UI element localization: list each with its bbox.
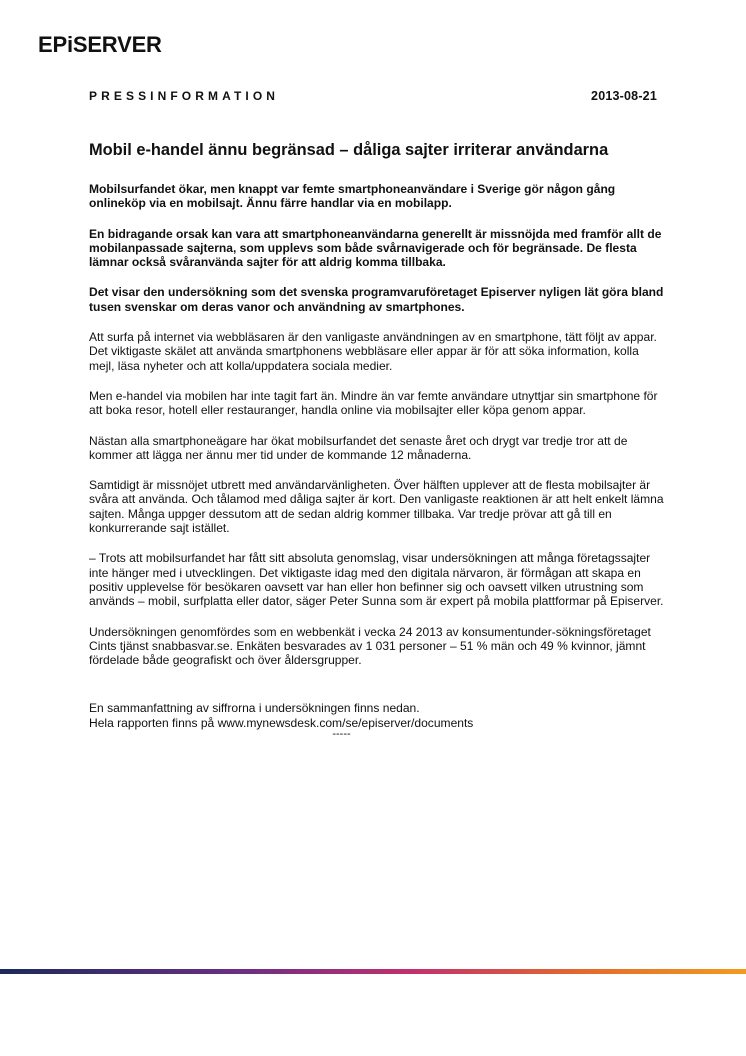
lead-paragraph: Det visar den undersökning som det svenska programvaruföretaget Episerver nyligen lät göra bland tusen svenskar om deras vanor och användning av smartphones. xyxy=(89,285,664,314)
document-header xyxy=(89,89,657,103)
body-paragraph: Undersökningen genomfördes som en webbenkät i vecka 24 2013 av konsumentunder-sökningsföretaget Cints tjänst snabbasvar.se. Enkäten besvarades av 1 031 personer – 51 % män och 49 % kvinnor, jämnt fördelade både geografiskt och över åldersgrupper. xyxy=(89,624,651,668)
closing-notes xyxy=(89,701,664,741)
article-title: Mobil e-handel ännu begränsad – dåliga sajter irriterar användarna xyxy=(89,141,609,159)
body-paragraph: Att surfa på internet via webbläsaren är den vanligaste användningen av en smartphone, tätt följt av appar. Det viktigaste skälet att använda smartphonens webbläsare eller appar är för att söka information, kolla mejl, läsa nyheter och att kolla/uppdatera sociala medier. xyxy=(89,330,657,373)
brand-gradient-bar xyxy=(0,969,746,974)
summary-line: En sammanfattning av siffrorna i undersökningen finns nedan. xyxy=(89,701,420,716)
lead-paragraph: En bidragande orsak kan vara att smartphoneanvändarna generellt är missnöjda med framför allt de mobilanpassade sajterna, som upplevs som både svårnavigerade och för begränsade. De flesta lämnar också svåranvända sajter för att aldrig komma tillbaka. xyxy=(89,226,662,270)
body-paragraph: Samtidigt är missnöjet utbrett med användarvänligheten. Över hälften upplever att de flesta mobilsajter är svåra att använda. Och tålamod med dåliga sajter är kort. Den vanligaste reaktionen är att helt enkelt lämna sajten. Många uppger dessutom att de sedan aldrig kommer tillbaka. Var tredje prövar att gå till en konkurrerande sajt istället. xyxy=(89,478,664,536)
body-paragraph: Nästan alla smartphoneägare har ökat mobilsurfandet det senaste året och drygt var tredje tror att de kommer att lägga ner ännu mer tid under de kommande 12 månaderna. xyxy=(89,433,628,462)
press-label: PRESSINFORMATION xyxy=(89,89,280,103)
separator: ----- xyxy=(332,728,351,741)
report-link-line: Hela rapporten finns på www.mynewsdesk.com/se/episerver/documents xyxy=(89,715,474,730)
press-date: 2013-08-21 xyxy=(591,89,657,103)
episerver-logo: EPiSERVER xyxy=(38,32,162,57)
lead-paragraph: Mobilsurfandet ökar, men knappt var femte smartphoneanvändare i Sverige gör någon gång onlineköp via en mobilsajt. Ännu färre handlar via en mobilapp. xyxy=(89,182,616,211)
body-paragraph: Men e-handel via mobilen har inte tagit fart än. Mindre än var femte användare utnyttjar sin smartphone för att boka resor, hotell eller restauranger, handla online via mobilsajter eller köpa genom appar. xyxy=(89,388,658,418)
body-paragraph: – Trots att mobilsurfandet har fått sitt absoluta genomslag, visar undersökningen att många företagssajter inte hänger med i utvecklingen. Det viktigaste idag med den digitala närvaron, är förmågan att skapa en positiv upplevelse för besökaren oavsett var han eller hon befinner sig och oavsett vilken utrustning som används – mobil, surfplatta eller dator, säger Peter Sunna som är expert på mobila plattformar på Episerver. xyxy=(89,551,664,609)
article-body xyxy=(89,139,664,741)
